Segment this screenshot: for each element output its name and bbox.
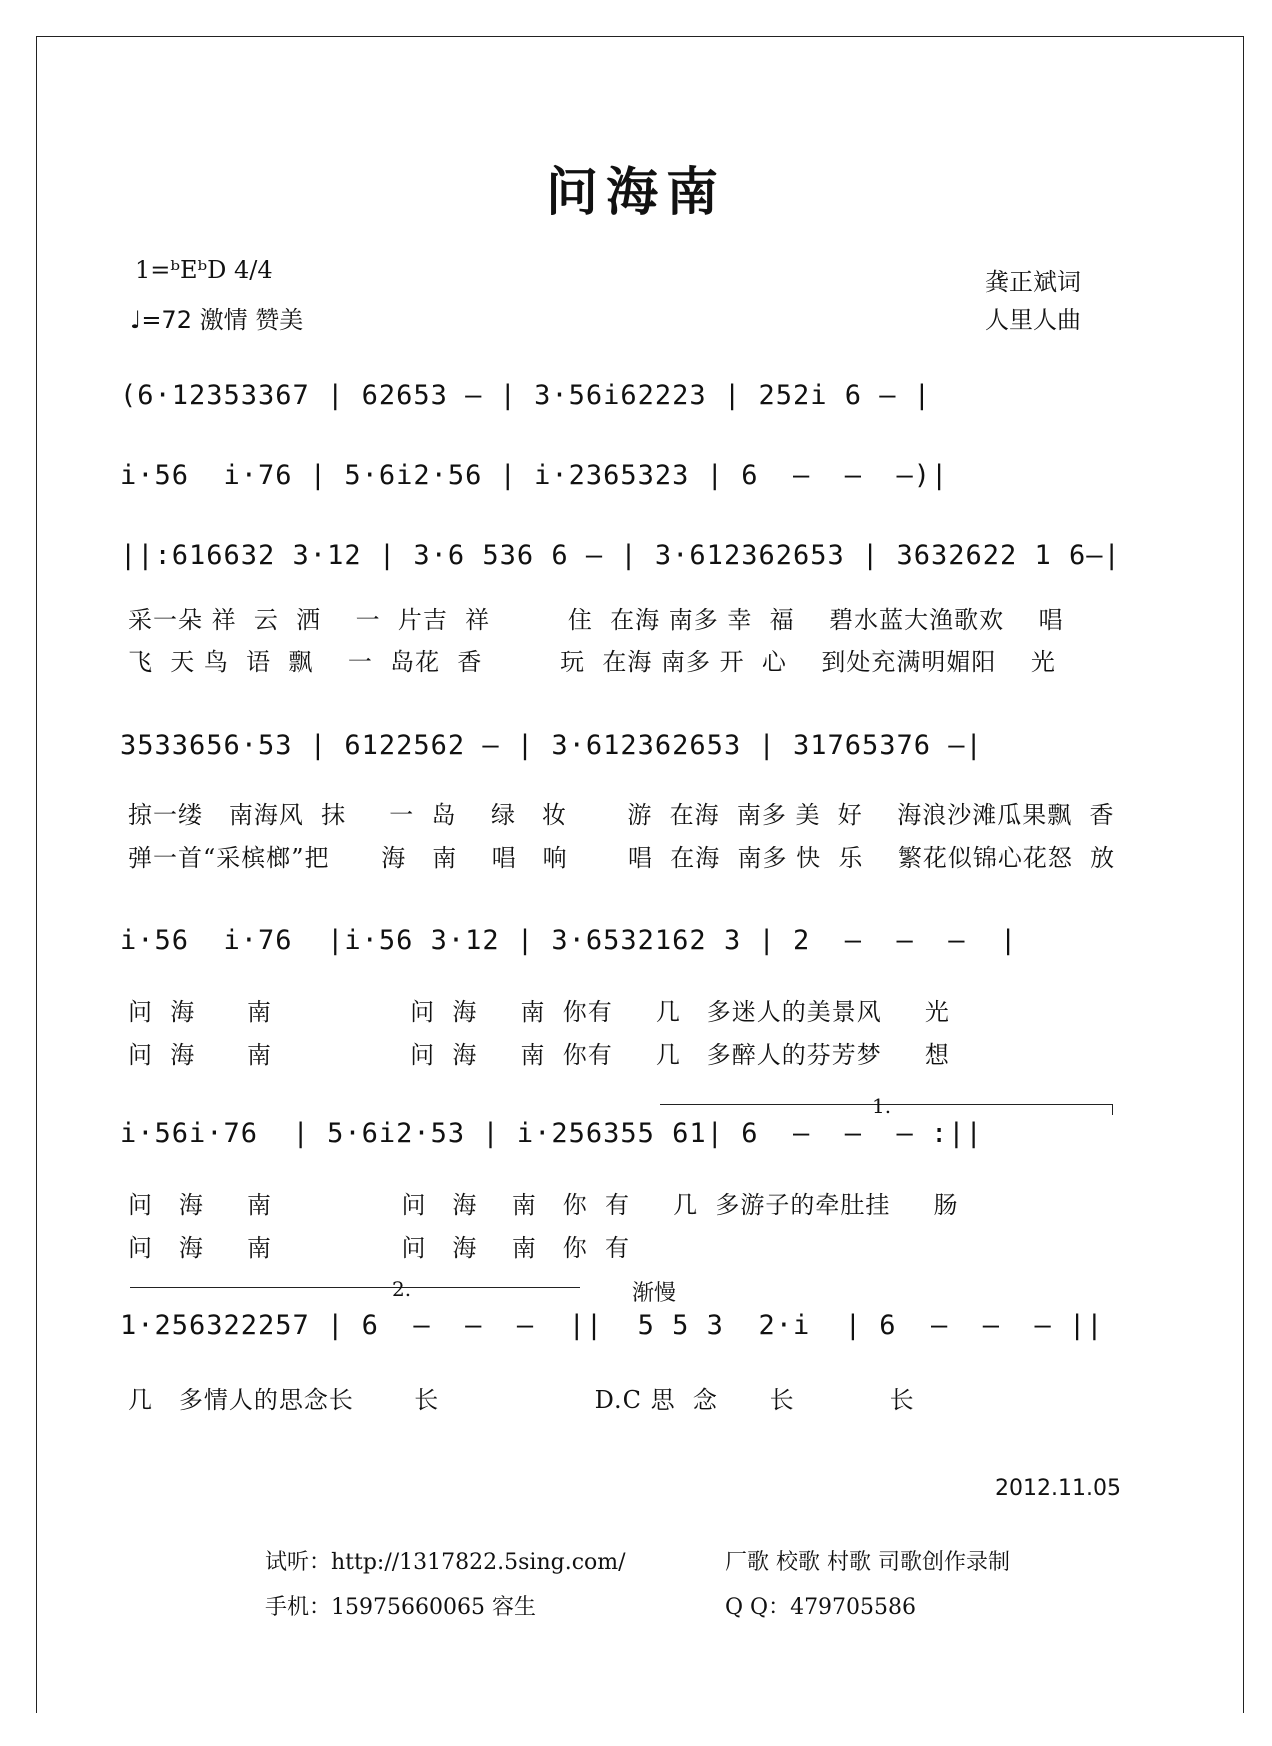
footer-service: 厂歌 校歌 村歌 司歌创作录制	[725, 1550, 1010, 1575]
score-row-6-lyrics-2: 问 海 南 问 海 南 你 有	[128, 1234, 631, 1262]
volta-2-label: 2.	[392, 1277, 412, 1301]
song-title: 问海南	[545, 162, 726, 223]
composer-credit: 人里人曲	[985, 306, 1081, 334]
score-row-5-lyrics-2: 问 海 南 问 海 南 你有 几 多醉人的芬芳梦 想	[128, 1041, 950, 1069]
key-signature: 1=ᵇEᵇD 4/4	[135, 256, 273, 284]
score-row-3-lyrics-1: 采一朵 祥 云 洒 一 片吉 祥 住 在海 南多 幸 福 碧水蓝大渔歌欢 唱	[128, 606, 1064, 634]
score-row-6-lyrics-1: 问 海 南 问 海 南 你 有 几 多游子的牵肚挂 肠	[128, 1191, 959, 1219]
footer-qq: Q Q：479705586	[725, 1595, 917, 1620]
score-row-6-notes: i·56i·76 | 5·6i2·53 | i·256355 61| 6 – – – :||	[120, 1118, 983, 1149]
score-row-4-lyrics-1: 掠一缕 南海风 抹 一 岛 绿 妆 游 在海 南多 美 好 海浪沙滩瓜果飘 香	[128, 801, 1115, 829]
volta-2-bracket	[130, 1287, 580, 1298]
date: 2012.11.05	[995, 1476, 1121, 1501]
score-row-7-notes: 1·256322257 | 6 – – – || 5 5 3 2·i | 6 – – – ||	[120, 1310, 1104, 1341]
score-row-7-lyrics-1: 几 多情人的思念长 长 D.C 思 念 长 长	[128, 1386, 915, 1414]
score-row-4-notes: 3533656·53 | 6122562 – | 3·612362653 | 31765376 –|	[120, 730, 983, 761]
score-row-2-notes: i·56 i·76 | 5·6i2·56 | i·2365323 | 6 – – –)|	[120, 460, 949, 491]
score-row-4-lyrics-2: 弹一首“采槟榔”把 海 南 唱 响 唱 在海 南多 快 乐 繁花似锦心花怒 放	[128, 844, 1116, 872]
score-row-1-notes: (6·12353367 | 62653 – | 3·56i62223 | 252i 6 – |	[120, 380, 932, 411]
score-row-3-notes: ||:616632 3·12 | 3·6 536 6 – | 3·612362653 | 3632622 1 6–|	[120, 540, 1121, 571]
footer-phone: 手机：15975660065 容生	[265, 1595, 536, 1620]
ritardando-marking: 渐慢	[632, 1281, 677, 1306]
score-row-5-notes: i·56 i·76 |i·56 3·12 | 3·6532162 3 | 2 – – – |	[120, 925, 1018, 956]
score-row-3-lyrics-2: 飞 天 鸟 语 飘 一 岛花 香 玩 在海 南多 开 心 到处充满明媚阳 光	[128, 648, 1056, 676]
volta-1-label: 1.	[872, 1094, 892, 1118]
tempo-marking: ♩=72 激情 赞美	[130, 306, 304, 334]
score-row-5-lyrics-1: 问 海 南 问 海 南 你有 几 多迷人的美景风 光	[128, 998, 950, 1026]
lyricist-credit: 龚正斌词	[985, 268, 1081, 296]
footer-listen-url: 试听：http://1317822.5sing.com/	[265, 1550, 626, 1575]
